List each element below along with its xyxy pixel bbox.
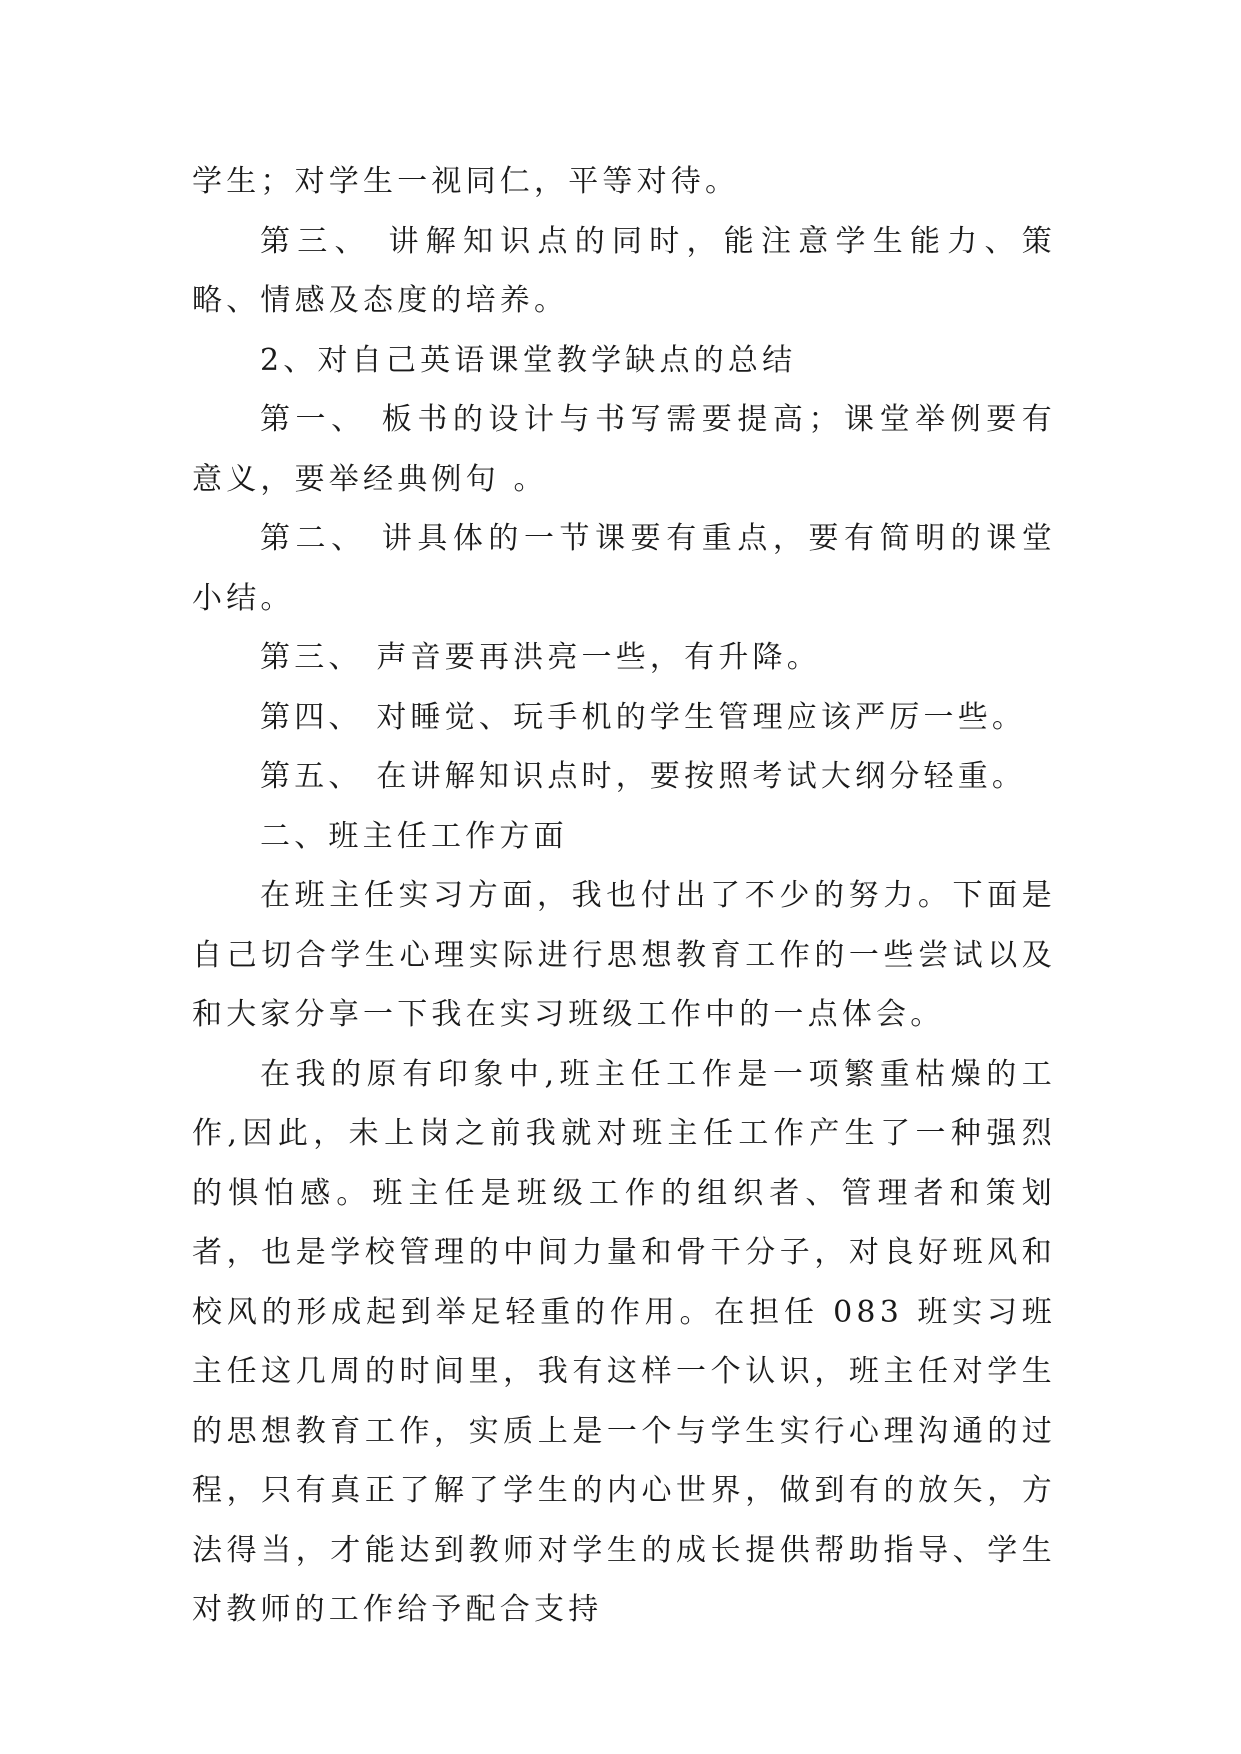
paragraph-head-teacher-intro: 在班主任实习方面，我也付出了不少的努力。下面是自己切合学生心理实际进行思想教育工作的一些尝试以及和大家分享一下我在实习班级工作中的一点体会。 (192, 878, 1056, 1032)
paragraph-weakness-second: 第二、 讲具体的一节课要有重点，要有简明的课堂小结。 (192, 521, 1056, 616)
paragraph-strength-third: 第三、 讲解知识点的同时，能注意学生能力、策略、情感及态度的培养。 (192, 223, 1056, 318)
document-body (192, 152, 1056, 1640)
paragraph-weakness-third: 第三、 声音要再洪亮一些，有升降。 (260, 640, 821, 675)
paragraph-weakness-first: 第一、 板书的设计与书写需要提高；课堂举例要有意义，要举经典例句 。 (192, 402, 1056, 497)
paragraph-weakness-fifth: 第五、 在讲解知识点时，要按照考试大纲分轻重。 (260, 759, 1027, 794)
section-heading-head-teacher: 二、班主任工作方面 (260, 818, 568, 854)
paragraph-head-teacher-impression: 在我的原有印象中,班主任工作是一项繁重枯燥的工作,因此，未上岗之前我就对班主任工作产生了一种强烈的惧怕感。班主任是班级工作的组织者、管理者和策划者，也是学校管理的中间力量和骨干分子，对良好班风和校风的形成起到举足轻重的作用。在担任 083 班实习班主任这几周的时间里，我有这样一个认识，班主任对学生的思想教育工作，实质上是一个与学生实行心理沟通的过程，只有真正了解了学生的内心世界，做到有的放矢，方法得当，才能达到教师对学生的成长提供帮助指导、学生对教师的工作给予配合支持 (192, 1056, 1056, 1627)
section-heading-weaknesses: 2、对自己英语课堂教学缺点的总结 (260, 342, 797, 378)
paragraph-weakness-fourth: 第四、 对睡觉、玩手机的学生管理应该严厉一些。 (260, 699, 1027, 735)
paragraph-continued: 学生；对学生一视同仁，平等对待。 (192, 164, 740, 199)
